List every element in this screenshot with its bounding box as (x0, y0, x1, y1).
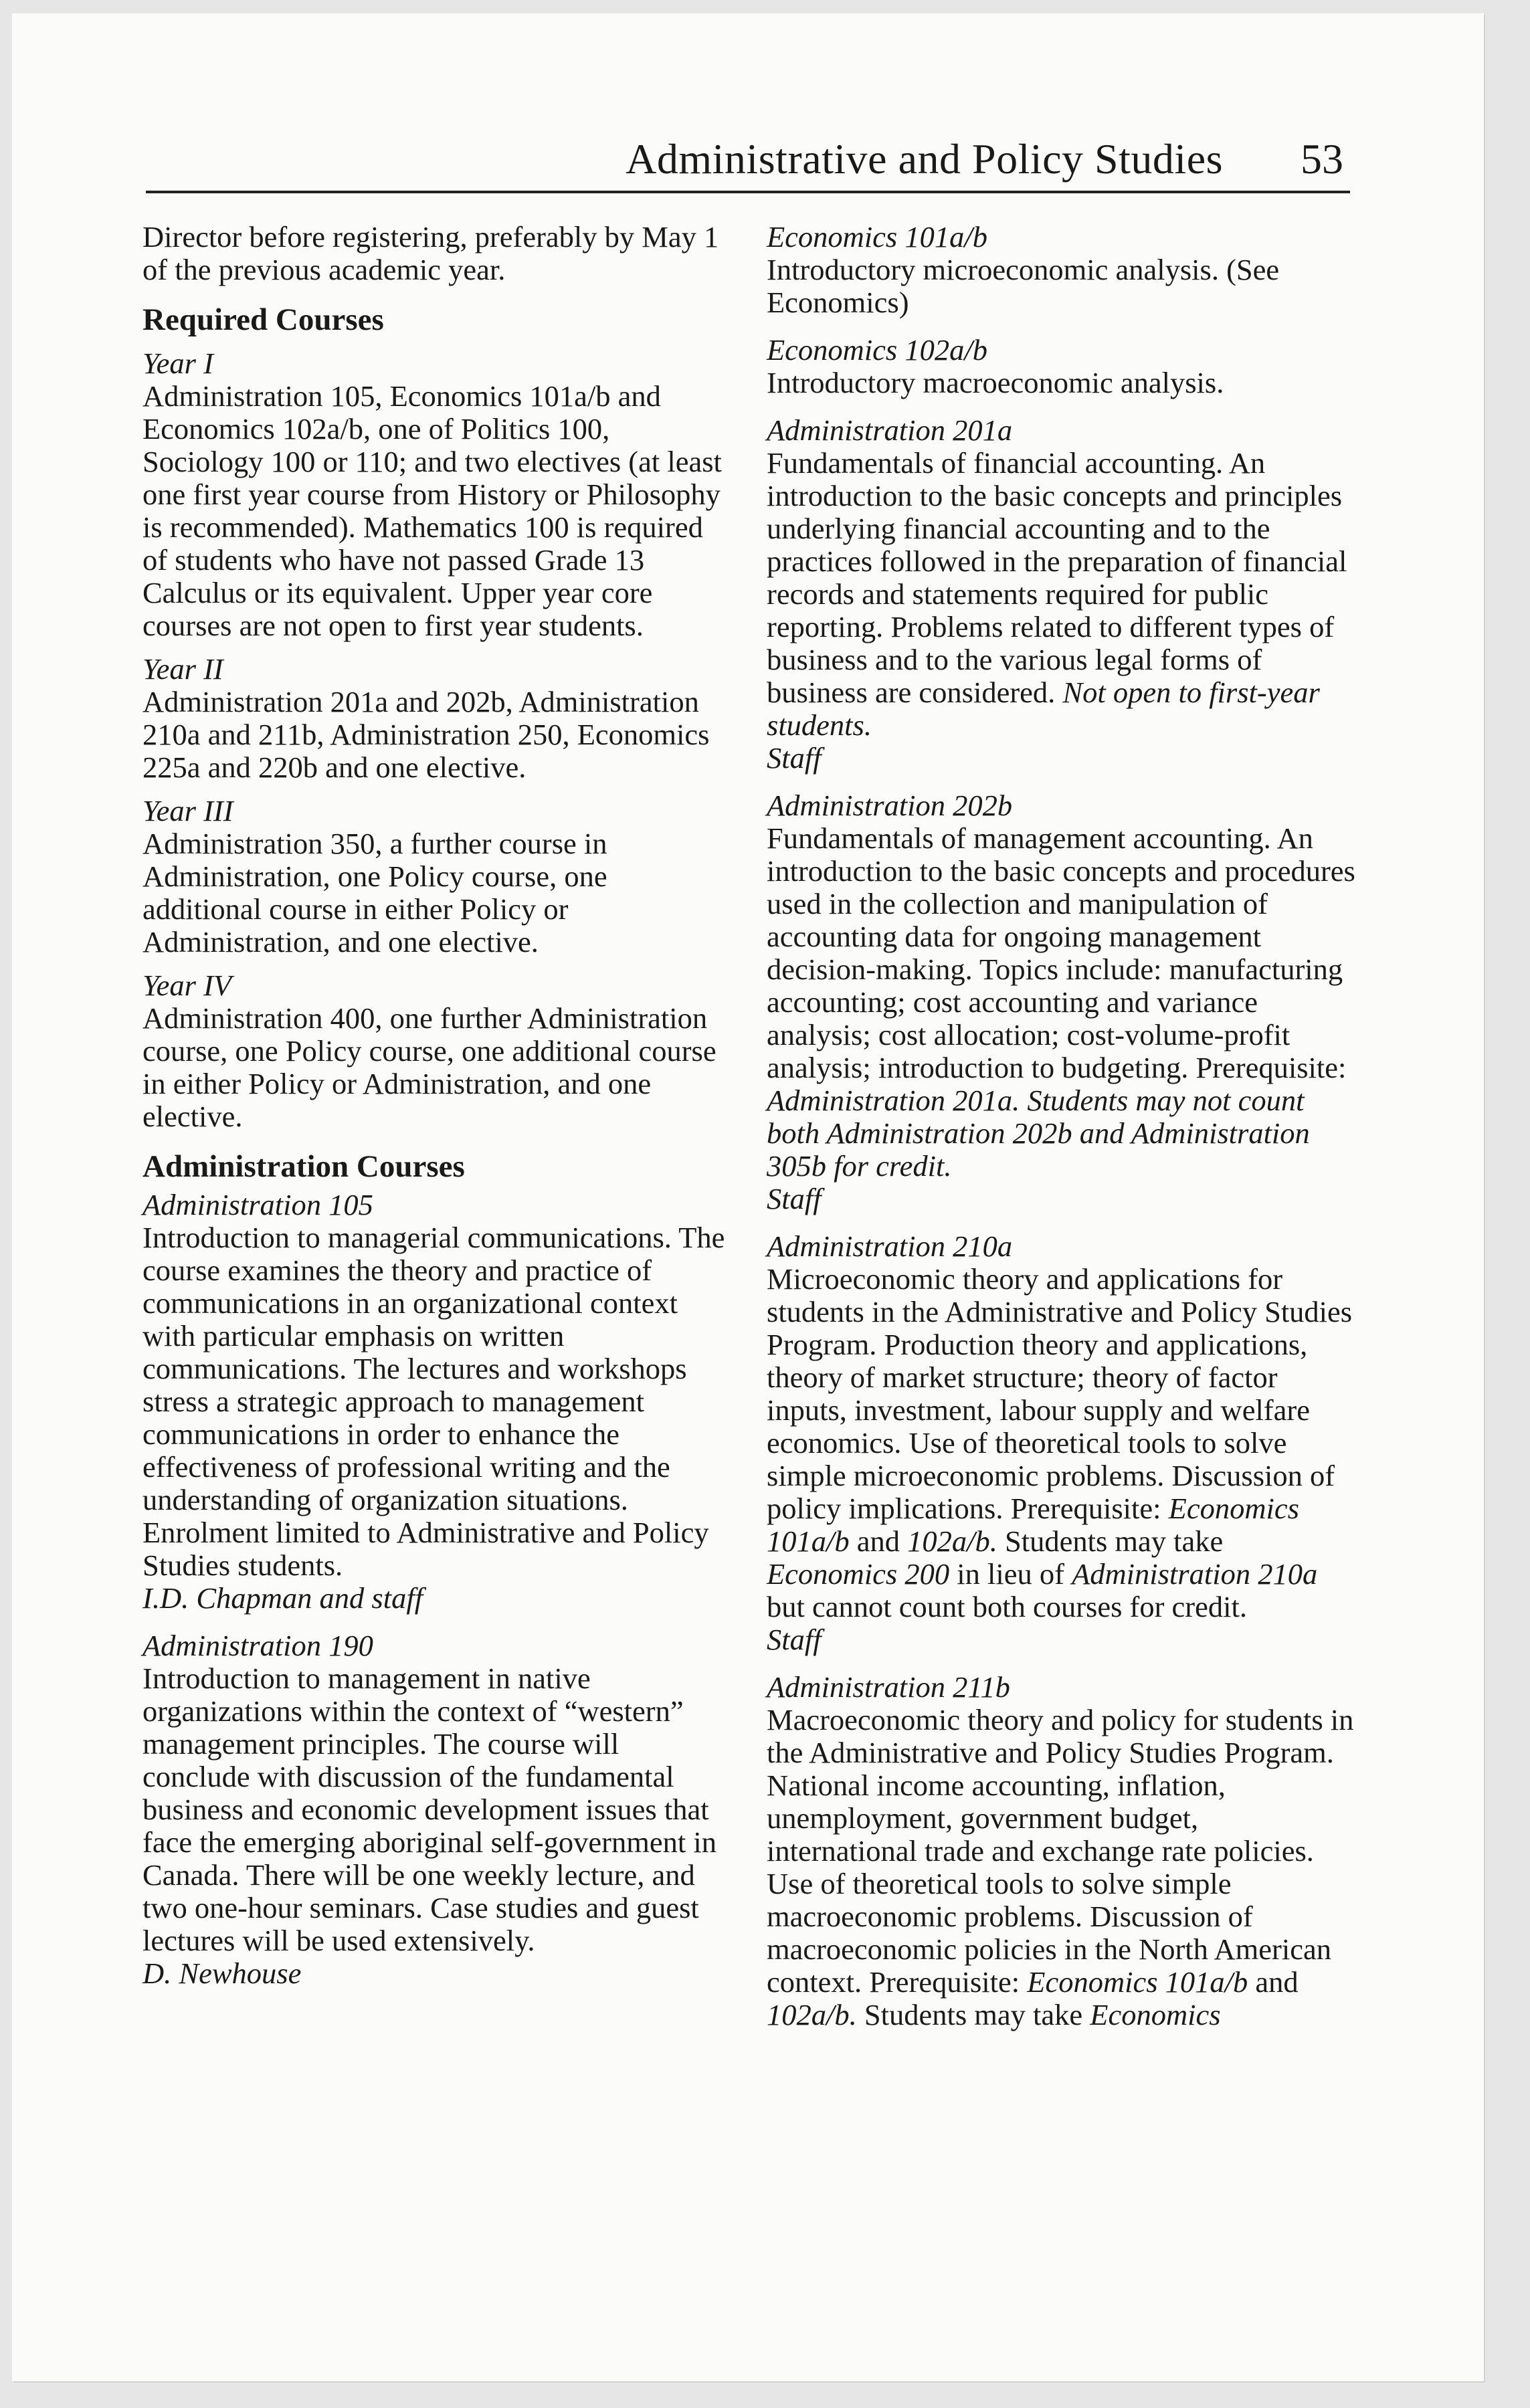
course-reference: Economics (1090, 1998, 1221, 2031)
course-description: Introductory macroeconomic analysis. (767, 366, 1224, 399)
course-prerequisite: 102a/b. (907, 1524, 997, 1558)
year-4-block (142, 969, 731, 1133)
course-admin-211 (767, 1671, 1355, 2031)
year-1-block (142, 347, 731, 642)
left-column (142, 221, 731, 1990)
course-econ-101 (767, 221, 1355, 319)
course-instructor: Staff (767, 741, 822, 775)
year-3-heading: Year III (142, 794, 233, 827)
course-description (767, 447, 1355, 742)
year-4-text: Administration 400, one further Administration course, one Policy course, one additional course in either Policy or Administration, and one elective. (142, 1001, 716, 1133)
year-1-heading: Year I (142, 346, 213, 380)
course-admin-105 (142, 1189, 731, 1615)
course-description-text: Microeconomic theory and applications for students in the Administrative and Policy Studies Program. Production theory and applications, theory of market structure; theory of factor inputs, investment, labour supply and welfare economics. Use of theoretical tools to solve simple microeconomic problems. Discussion of policy implications. Prerequisite: (767, 1262, 1353, 1525)
course-description-text: Fundamentals of management accounting. An introduction to the basic concepts and procedures used in the collection and manipulation of accounting data for ongoing management decision-making. Topics include: manufacturing accounting; cost accounting and variance analysis; cost allocation; cost-volume-profit analysis; introduction to budgeting. Prerequisite: (767, 821, 1355, 1084)
year-3-block (142, 795, 731, 959)
course-prerequisite: Economics 101a/b (767, 1492, 1299, 1558)
year-2-block (142, 653, 731, 784)
course-admin-201 (767, 414, 1355, 775)
course-prerequisite: Economics 101a/b (1027, 1965, 1248, 1999)
course-admin-210 (767, 1230, 1355, 1656)
course-description: Introduction to managerial communications. The course examines the theory and practice of communications in an organizational context with particular emphasis on written communications. The lectures and workshops stress a strategic approach to management communications in order to enhance the effectiveness of professional writing and the understanding of organization situations. Enrolment limited to Administrative and Policy Studies students. (142, 1221, 725, 1582)
year-2-text: Administration 201a and 202b, Administration 210a and 211b, Administration 250, Economics 225a and 220b and one elective. (142, 685, 710, 784)
conjunction: and (856, 1524, 900, 1558)
course-description (767, 1704, 1355, 2031)
course-title: Administration 210a (767, 1229, 1013, 1263)
course-title: Administration 201a (767, 413, 1013, 447)
course-admin-202 (767, 789, 1355, 1215)
course-title: Administration 190 (142, 1629, 373, 1662)
course-note: Not open to first-year students. (767, 676, 1320, 742)
course-instructor: Staff (767, 1623, 822, 1656)
course-instructor: I.D. Chapman and staff (142, 1581, 423, 1615)
course-text: Students may take (1005, 1524, 1224, 1558)
course-description-text: Macroeconomic theory and policy for students in the Administrative and Policy Studies Program. National income accounting, inflation, unemployment, government budget, international trade and exchange rate policies. Use of theoretical tools to solve simple macroeconomic problems. Discussion of macroeconomic policies in the North American context. Prerequisite: (767, 1703, 1354, 1999)
course-prerequisite: Administration 201a. (767, 1084, 1020, 1117)
right-column (767, 221, 1355, 2031)
course-description (767, 1263, 1355, 1623)
intro-paragraph: Director before registering, preferably by May 1 of the previous academic year. (142, 220, 719, 286)
course-econ-102 (767, 334, 1355, 399)
page-number: 53 (1301, 135, 1343, 183)
course-title: Economics 102a/b (767, 333, 987, 367)
course-instructor: Staff (767, 1182, 822, 1215)
course-description: Introductory microeconomic analysis. (See Economics) (767, 253, 1280, 319)
course-title: Administration 202b (767, 789, 1013, 822)
course-text: in lieu of (957, 1557, 1064, 1591)
course-description: Introduction to management in native organizations within the context of “western” management principles. The course will conclude with discussion of the fundamental business and economic development issues that face the emerging aboriginal self-government in Canada. There will be one weekly lecture, and two one-hour seminars. Case studies and guest lectures will be used extensively. (142, 1662, 716, 1957)
year-4-heading: Year IV (142, 969, 232, 1002)
year-3-text: Administration 350, a further course in Administration, one Policy course, one additional course in either Policy or Administration, and one elective. (142, 827, 607, 959)
course-description-text: Fundamentals of financial accounting. An introduction to the basic concepts and principles underlying financial accounting and to the practices followed in the preparation of financial records and statements required for public reporting. Problems related to different types of business and to the various legal forms of business are considered. (767, 446, 1347, 709)
course-title: Administration 105 (142, 1188, 373, 1221)
administration-courses-heading: Administration Courses (142, 1149, 465, 1184)
course-prerequisite: 102a/b. (767, 1998, 857, 2031)
year-2-heading: Year II (142, 652, 223, 686)
year-1-text: Administration 105, Economics 101a/b and Economics 102a/b, one of Politics 100, Sociology 100 or 110; and two electives (at least one first year course from History or Philosophy is recommended). Mathematics 100 is required of students who have not passed Grade 13 Calculus or its equivalent. Upper year core courses are not open to first year students. (142, 379, 722, 642)
course-title: Administration 211b (767, 1670, 1010, 1704)
course-text: but cannot count both courses for credit. (767, 1590, 1247, 1623)
course-description (767, 822, 1355, 1183)
course-reference: Administration 210a (1072, 1557, 1318, 1591)
course-instructor: D. Newhouse (142, 1956, 302, 1990)
document-page (12, 13, 1484, 2381)
conjunction: and (1255, 1965, 1299, 1999)
course-note: Students may not count both Administration 202b and Administration 305b for credit. (767, 1084, 1310, 1183)
course-title: Economics 101a/b (767, 220, 987, 254)
running-header (146, 130, 1350, 193)
course-reference: Economics 200 (767, 1557, 950, 1591)
course-admin-190 (142, 1629, 731, 1990)
course-text: Students may take (864, 1998, 1083, 2031)
required-courses-heading: Required Courses (142, 302, 384, 337)
header-title: Administrative and Policy Studies (626, 135, 1223, 183)
